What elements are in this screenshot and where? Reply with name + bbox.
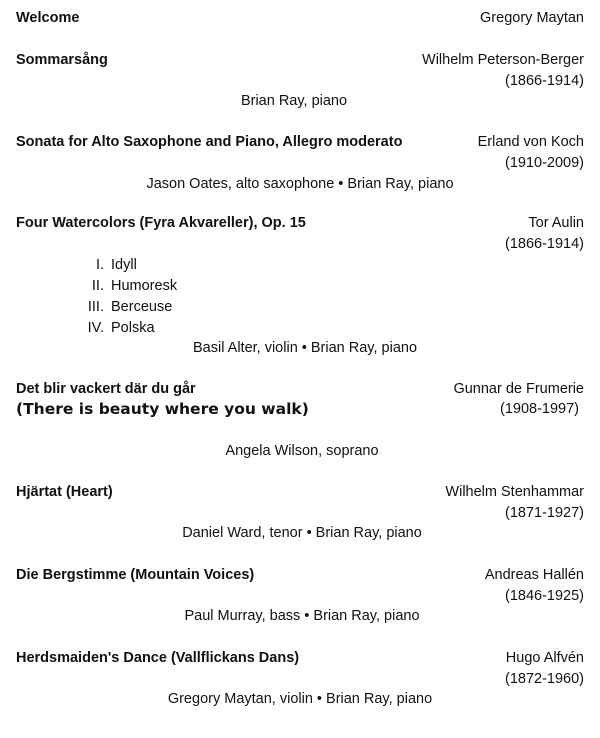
piece-title-row xyxy=(0,565,600,585)
piece-performers: Brian Ray, piano xyxy=(240,93,348,109)
piece-performers-row xyxy=(0,523,600,543)
piece-composer: Erland von Koch xyxy=(477,134,584,150)
piece-performers-row xyxy=(0,91,600,111)
piece-dates: (1866-1914) xyxy=(505,236,584,252)
piece-dates-row xyxy=(0,503,600,523)
piece-performers: Basil Alter, violin • Brian Ray, piano xyxy=(192,340,418,356)
piece-dates-row xyxy=(0,234,600,254)
piece-title: Die Bergstimme (Mountain Voices) xyxy=(16,567,255,583)
piece-composer: Wilhelm Peterson-Berger xyxy=(422,52,584,68)
piece-title-row xyxy=(0,482,600,502)
piece-title-row xyxy=(0,379,600,399)
movement-number: IV. xyxy=(87,320,104,336)
piece-composer: Gunnar de Frumerie xyxy=(453,381,584,397)
piece-title: Four Watercolors (Fyra Akvareller), Op. 15 xyxy=(16,215,306,231)
piece-title: Sonata for Alto Saxophone and Piano, Allegro moderato xyxy=(16,134,403,150)
piece-dates: (1872-1960) xyxy=(505,671,584,687)
movement-row xyxy=(0,276,600,296)
movement-number: II. xyxy=(91,278,104,294)
piece-performers: Gregory Maytan, violin • Brian Ray, piano xyxy=(167,691,433,707)
movement-name: Humoresk xyxy=(111,278,178,294)
piece-performers: Paul Murray, bass • Brian Ray, piano xyxy=(184,608,420,624)
welcome-title: Welcome xyxy=(16,10,80,26)
piece-composer: Tor Aulin xyxy=(528,215,584,231)
piece-title-row xyxy=(0,132,600,152)
piece-performers: Angela Wilson, soprano xyxy=(225,443,379,459)
piece-title-row xyxy=(0,213,600,233)
piece-performers: Jason Oates, alto saxophone • Brian Ray, piano xyxy=(146,176,454,192)
movement-number: III. xyxy=(87,299,104,315)
piece-composer: Wilhelm Stenhammar xyxy=(445,484,584,500)
piece-dates-row xyxy=(0,586,600,606)
piece-performers-row xyxy=(0,338,600,358)
piece-dates: (1846-1925) xyxy=(505,588,584,604)
piece-performers-row xyxy=(0,606,600,626)
piece-composer: Andreas Hallén xyxy=(484,567,584,583)
piece-dates: (1871-1927) xyxy=(505,505,584,521)
piece-dates: (1910-2009) xyxy=(505,155,584,171)
piece-dates: (1866-1914) xyxy=(505,73,584,89)
movement-name: Idyll xyxy=(111,257,137,273)
movement-number: I. xyxy=(95,257,104,273)
welcome-speaker: Gregory Maytan xyxy=(480,10,584,26)
piece-performers: Daniel Ward, tenor • Brian Ray, piano xyxy=(182,525,422,541)
piece-title: Sommarsång xyxy=(16,52,108,68)
piece-composer: Hugo Alfvén xyxy=(505,650,584,666)
piece-title: Hjärtat (Heart) xyxy=(16,484,113,500)
piece-subtitle: (There is beauty where you walk) xyxy=(16,400,309,418)
piece-dates-row xyxy=(0,153,600,173)
piece-dates: (1908-1997) xyxy=(500,401,579,417)
movement-row xyxy=(0,297,600,317)
piece-performers-row xyxy=(0,174,600,194)
movement-name: Polska xyxy=(111,320,155,336)
piece-dates-row xyxy=(0,71,600,91)
piece-performers-row xyxy=(0,689,600,709)
piece-title: Herdsmaiden's Dance (Vallflickans Dans) xyxy=(16,650,300,666)
piece-title-row xyxy=(0,648,600,668)
movement-row xyxy=(0,318,600,338)
piece-performers-row xyxy=(0,441,600,461)
piece-title-row xyxy=(0,50,600,70)
welcome-row xyxy=(0,8,600,28)
movement-name: Berceuse xyxy=(111,299,173,315)
piece-dates-row xyxy=(0,669,600,689)
piece-subtitle-row xyxy=(0,399,600,419)
movement-row xyxy=(0,255,600,275)
piece-title: Det blir vackert där du går xyxy=(16,381,196,397)
